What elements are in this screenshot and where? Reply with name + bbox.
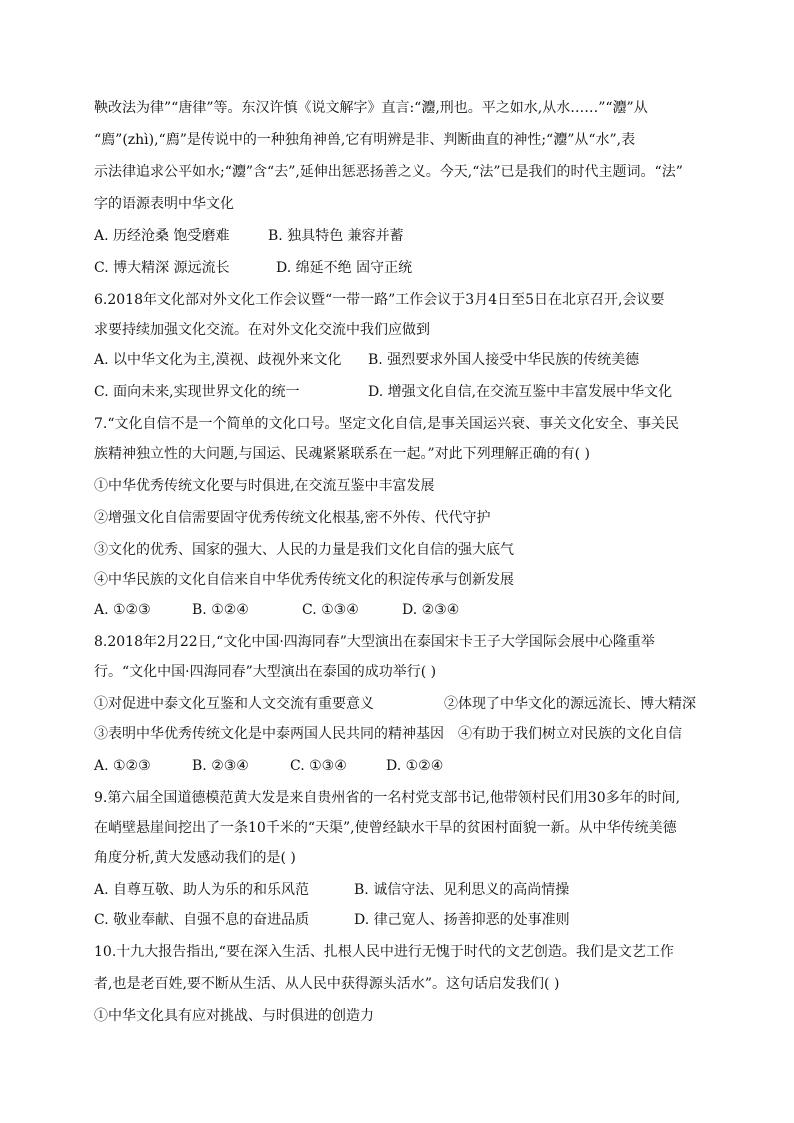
option-b: B. 诚信守法、见利思义的高尚情操 (354, 882, 570, 898)
statement-3: ③表明中华优秀传统文化是中泰两国人民共同的精神基因 (94, 726, 444, 742)
question-8-line: 行。“文化中国·四海同春”大型演出在泰国的成功举行( ) (94, 664, 437, 680)
option-d: D. 绵延不绝 固守正统 (276, 260, 413, 276)
option-b: B. 独具特色 兼容并蓄 (268, 228, 404, 244)
question-9-line: 在峭壁悬崖间挖出了一条10千米的“天渠”,使曾经缺水干旱的贫困村面貌一新。从中华传统美德 (94, 820, 677, 836)
statement-1: ①中华优秀传统文化要与时俱进,在交流互鉴中丰富发展 (94, 478, 435, 494)
question-9-line: 9.第六届全国道德模范黄大发是来自贵州省的一名村党支部书记,他带领村民们用30多年的时间, (94, 790, 681, 806)
statement-4: ④中华民族的文化自信来自中华优秀传统文化的积淀传承与创新发展 (94, 572, 514, 588)
question-10-line: 10.十九大报告指出,“要在深入生活、扎根人民中进行无愧于时代的文艺创造。我们是文艺工作 (94, 944, 674, 960)
question-7-line: 7.“文化自信不是一个简单的文化口号。坚定文化自信,是事关国运兴衰、事关文化安全、事关民 (94, 416, 679, 432)
option-c: C. ①③④ (290, 758, 347, 774)
question-5-line: 字的语源表明中华文化 (94, 196, 234, 212)
option-b: B. ①②④ (192, 602, 249, 618)
option-c: C. ①③④ (302, 602, 359, 618)
option-b: B. ②③④ (192, 758, 249, 774)
option-d: D. 增强文化自信,在交流互鉴中丰富发展中华文化 (368, 384, 673, 400)
option-d: D. 律己宽人、扬善抑恶的处事准则 (354, 912, 570, 928)
option-c: C. 博大精深 源远流长 (94, 260, 230, 276)
question-5-line: “廌”(zhì),“廌”是传说中的一种独角神兽,它有明辨是非、判断曲直的神性;“灋”从“水”,表 (94, 132, 636, 148)
statement-3: ③文化的优秀、国家的强大、人民的力量是我们文化自信的强大底气 (94, 542, 514, 558)
question-5-line: 鞅改法为律”“唐律”等。东汉许慎《说文解字》直言:“灋,刑也。平之如水,从水……”“灋”从 (94, 100, 648, 116)
statement-2: ②增强文化自信需要固守优秀传统文化根基,密不外传、代代守护 (94, 510, 491, 526)
option-a: A. 历经沧桑 饱受磨难 (94, 228, 230, 244)
option-a: A. 自尊互敬、助人为乐的和乐风范 (94, 882, 310, 898)
option-d: D. ①②④ (386, 758, 444, 774)
statement-1: ①对促进中泰文化互鉴和人文交流有重要意义 (94, 696, 374, 712)
statement-2: ②体现了中华文化的源远流长、博大精深 (444, 696, 696, 712)
option-c: C. 敬业奉献、自强不息的奋进品质 (94, 912, 310, 928)
option-b: B. 强烈要求外国人接受中华民族的传统美德 (368, 352, 640, 368)
option-c: C. 面向未来,实现世界文化的统一 (94, 384, 300, 400)
question-8-line: 8.2018年2月22日,“文化中国·四海同春”大型演出在泰国宋卡王子大学国际会展中心隆重举 (94, 634, 655, 650)
question-6-line: 6.2018年文化部对外文化工作会议暨“一带一路”工作会议于3月4日至5日在北京召开,会议要 (94, 292, 665, 308)
question-5-line: 示法律追求公平如水;“灋”含“去”,延伸出惩恶扬善之义。今天,“法”已是我们的时代主题词。“法” (94, 164, 683, 180)
question-10-line: 者,也是老百姓,要不断从生活、从人民中获得源头活水”。这句话启发我们( ) (94, 976, 560, 992)
question-7-line: 族精神独立性的大问题,与国运、民魂紧紧联系在一起。”对此下列理解正确的有( ) (94, 446, 590, 462)
option-a: A. ①②③ (94, 602, 151, 618)
option-d: D. ②③④ (402, 602, 460, 618)
statement-1: ①中华文化具有应对挑战、与时俱进的创造力 (94, 1008, 374, 1024)
question-6-line: 求要持续加强文化交流。在对外文化交流中我们应做到 (94, 322, 430, 338)
statement-4: ④有助于我们树立对民族的文化自信 (458, 726, 682, 742)
question-9-line: 角度分析,黄大发感动我们的是( ) (94, 850, 296, 866)
option-a: A. 以中华文化为主,漠视、歧视外来文化 (94, 352, 342, 368)
option-a: A. ①②③ (94, 758, 151, 774)
